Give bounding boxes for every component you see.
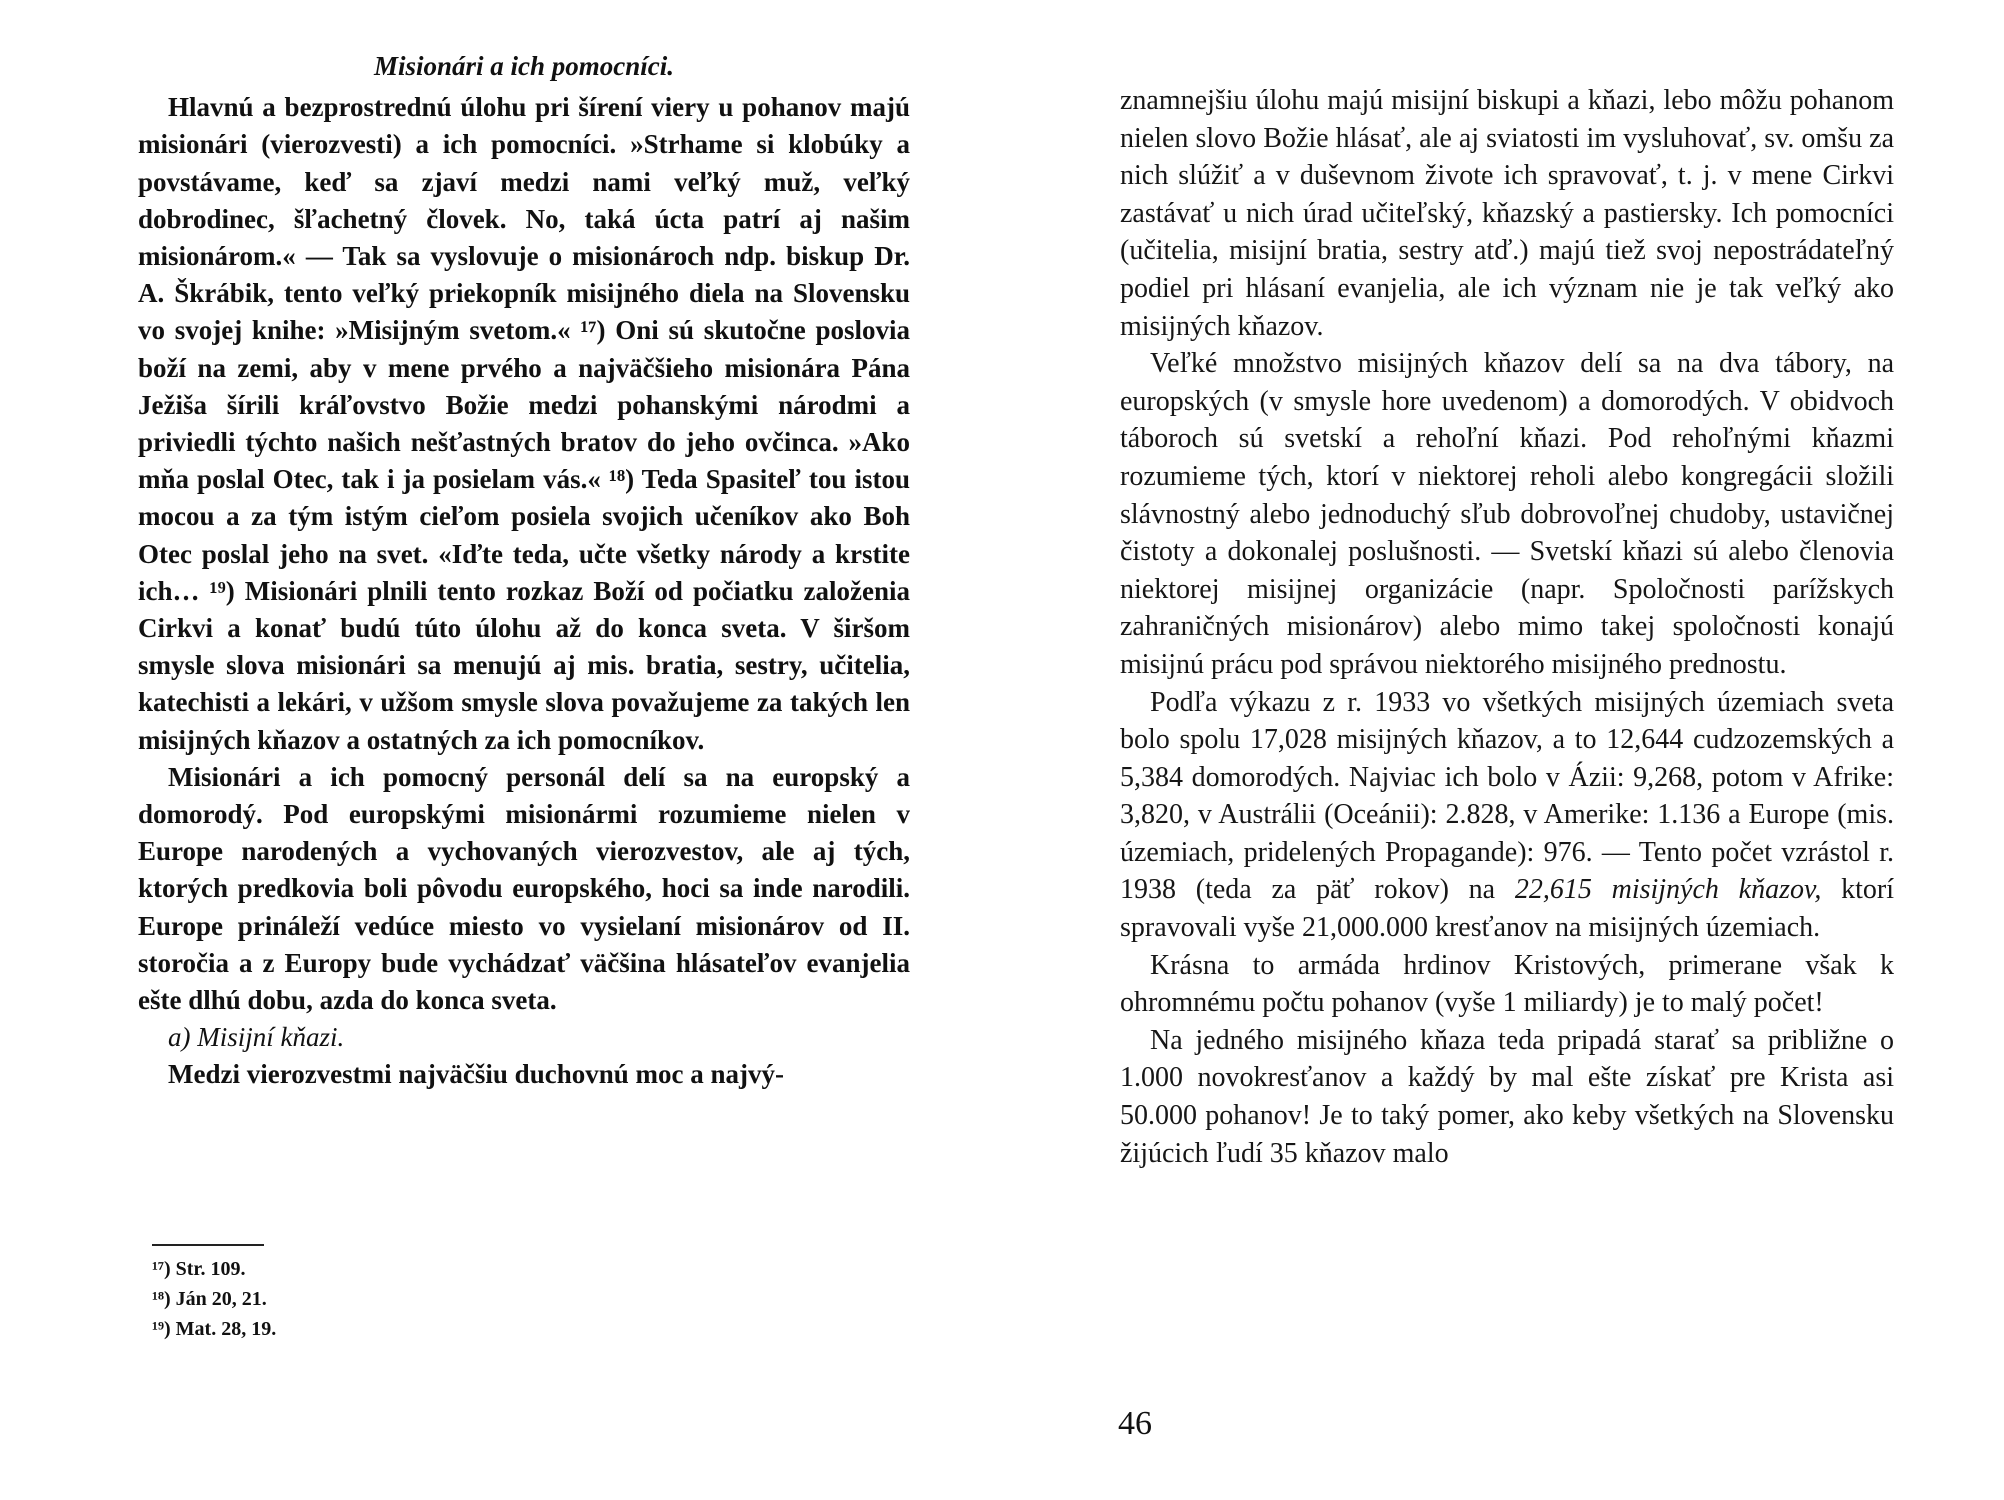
paragraph: znamnejšiu úlohu majú misijní biskupi a kňazi, lebo môžu pohanom nielen slovo Božie hlásať, ale aj sviatosti im vysluhovať, sv. omšu za nich slúžiť a v duševnom živote ich spravovať, t. j. v mene Cirkvi zastávať u nich úrad učiteľský, kňazský a pastiersky. Ich pomocníci (učitelia, misijní bratia, sestry atď.) majú tiež svoj nepostrádateľný podiel pri hlásaní evanjelia, ale ich význam nie je tak veľký ako misijných kňazov. bbox=[1120, 85, 1894, 342]
footnote-divider bbox=[152, 1244, 264, 1246]
page-number: 46 bbox=[1118, 1405, 1152, 1442]
paragraph: Medzi vierozvestmi najväčšiu duchovnú moc a najvý- bbox=[168, 1059, 784, 1090]
paragraph-text: ktorí spravovali vyše 21,000.000 kresťanov na misijných územiach. bbox=[1120, 874, 1895, 944]
footnote: ¹⁷) Str. 109. bbox=[152, 1258, 246, 1280]
paragraph: Misionári a ich pomocný personál delí sa na europský a domorodý. Pod europskými misionármi rozumieme nielen v Europe narodených a vychovaných vierozvestov, ale aj tých, ktorých predkovia boli pôvodu europského, hoci sa inde narodili. Europe prináleží vedúce miesto vo vysielaní misionárov od II. storočia a z Europy bude vychádzať väčšina hlásateľov evanjelia ešte dlhú dobu, azda do konca sveta. bbox=[138, 761, 910, 1016]
paragraph bbox=[1120, 684, 1894, 947]
paragraph-text: Podľa výkazu z r. 1933 vo všetkých misijných územiach sveta bolo spolu 17,028 misijných kňazov, a to 12,644 cudzozemských a 5,384 domorodých. Najviac ich bolo v Ázii: 9,268, potom v Afrike: 3,820, v Austrálii (Oceánii): 2.828, v Amerike: 1.136 a Europe (mis. územiach, pridelených Propagande): 976. — Tento počet vzrástol r. 1938 (teda za päť rokov) na bbox=[1120, 686, 1894, 906]
footnotes bbox=[152, 1254, 276, 1344]
right-text-block bbox=[1120, 82, 1894, 1172]
chapter-heading: Misionári a ich pomocníci. bbox=[373, 51, 675, 81]
section-heading: a) Misijní kňazi. bbox=[168, 1022, 345, 1053]
footnote: ¹⁸) Ján 20, 21. bbox=[152, 1288, 267, 1310]
paragraph: Veľké množstvo misijných kňazov delí sa na dva tábory, na europských (v smysle hore uvedenom) a domorodých. V obidvoch táboroch sú svetskí a rehoľní kňazi. Pod rehoľnými kňazmi rozumieme tých, ktorí v niektorej reholi alebo kongregácii složili slávnostný alebo jednoduchý sľub dobrovoľnej chudoby, ustavičnej čistoty a dokonalej poslušnosti. — Svetskí kňazi sú alebo členovia niektorej misijnej organizácie (napr. Spoločnosti parížskych zahraničných misionárov) alebo mimo takej spoločnosti konajú misijnú prácu pod správou niektorého misijného prednostu. bbox=[1120, 348, 1894, 680]
left-text-block bbox=[138, 48, 910, 1094]
paragraph: Na jedného misijného kňaza teda pripadá starať sa približne o 1.000 novokresťanov a každý by mal ešte získať pre Krista asi 50.000 pohanov! Je to taký pomer, ako keby všetkých na Slovensku žijúcich ľudí 35 kňazov malo bbox=[1120, 1024, 1894, 1169]
right-page bbox=[1002, 0, 2004, 1500]
footnote: ¹⁹) Mat. 28, 19. bbox=[152, 1318, 277, 1340]
paragraph: Hlavnú a bezprostrednú úlohu pri šírení viery u pohanov majú misionári (vierozvesti) a ich pomocníci. »Strhame si klobúky a povstávame, keď sa zjaví medzi nami veľký muž, veľký dobrodinec, šľachetný človek. No, taká úcta patrí aj našim misionárom.« — Tak sa vyslovuje o misionároch ndp. biskup Dr. A. Škrábik, tento veľký priekopník misijného diela na Slovensku vo svojej knihe: »Misijným svetom.« ¹⁷) Oni sú skutočne poslovia boží na zemi, aby v mene prvého a najväčšieho misionára Pána Ježiša šírili kráľovstvo Božie medzi pohanskými národmi a priviedli týchto našich nešťastných bratov do jeho ovčinca. »Ako mňa poslal Otec, tak i ja posielam vás.« ¹⁸) Teda Spasiteľ tou istou mocou a za tým istým cieľom posiela svojich učeníkov ako Boh Otec poslal jeho na svet. «Iďte teda, učte všetky národy a krstite ich… ¹⁹) Misionári plnili tento rozkaz Boží od počiatku založenia Cirkvi a konať budú túto úlohu až do konca sveta. V širšom smysle slova misionári sa menujú aj mis. bratia, sestry, učitelia, katechisti a lekári, v užšom smysle slova považujeme za takých len misijných kňazov a ostatných za ich pomocníkov. bbox=[138, 92, 910, 755]
emphasis-text: 22,615 misijných kňazov, bbox=[1514, 874, 1822, 906]
paragraph: Krásna to armáda hrdinov Kristových, primerane však k ohromnému počtu pohanov (vyše 1 miliardy) je to malý počet! bbox=[1120, 949, 1894, 1019]
